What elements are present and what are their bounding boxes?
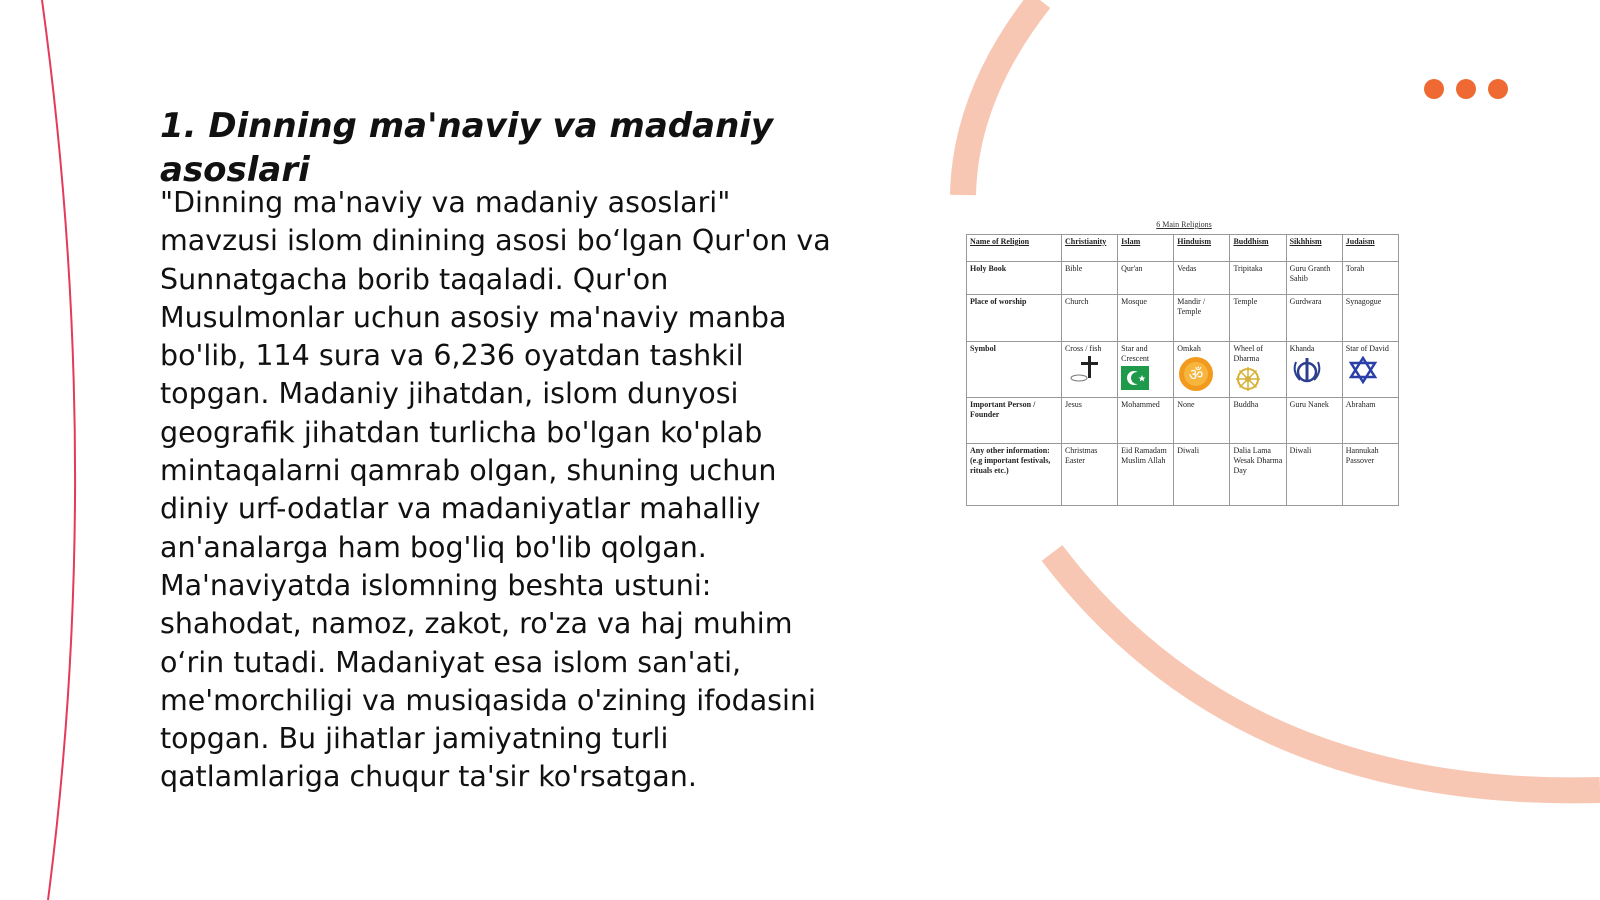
table-cell: Tripitaka <box>1230 262 1286 295</box>
table-cell: Mohammed <box>1118 398 1174 444</box>
table-cell: Vedas <box>1174 262 1230 295</box>
table-cell: Torah <box>1342 262 1398 295</box>
menu-dots <box>1424 79 1508 99</box>
table-cell <box>1230 342 1286 398</box>
table-cell: Diwali <box>1174 444 1230 506</box>
table-cell: Abraham <box>1342 398 1398 444</box>
table-cell: Synagogue <box>1342 295 1398 342</box>
table-cell: Qur'an <box>1118 262 1174 295</box>
dot-icon <box>1488 79 1508 99</box>
om-icon <box>1177 356 1215 392</box>
table-cell <box>1342 342 1398 398</box>
row-label: Important Person / Founder <box>967 398 1062 444</box>
table-cell: Buddha <box>1230 398 1286 444</box>
table-caption: 6 Main Religions <box>1156 220 1212 229</box>
table-cell: Guru Granth Sahib <box>1286 262 1342 295</box>
top-arc <box>963 0 1040 195</box>
cell-text: Star of David <box>1345 344 1389 353</box>
slide-body-text: "Dinning ma'naviy va madaniy asoslari" mavzusi islom dinining asosi bo‘lgan Qur'on va Sunnatgacha borib taqaladi. Qur'on Musulmonlar uchun asosiy ma'naviy manba bo'lib, 114 sura va 6,236 oyatdan tashkil topgan. Madaniy jihatdan, islom dunyosi geografik jihatdan turlicha bo'lgan ko'plab mintaqalarni qamrab olgan, shuning uchun diniy urf-odatlar va madaniyatlar mahalliy an'analarga ham bog'liq bo'lib qolgan. Ma'naviyatda islomning beshta ustuni: shahodat, namoz, zakot, ro'za va haj muhim o‘rin tutadi. Madaniyat esa islom san'ati, me'morchiligi va musiqasida o'zining ifodasini topgan. Bu jihatlar jamiyatning turli qatlamlariga chuqur ta'sir ko'rsatgan. <box>160 186 831 794</box>
table-cell <box>1118 342 1174 398</box>
cell-text: Khanda <box>1289 344 1315 353</box>
table-cell: Temple <box>1230 295 1286 342</box>
table-cell: Hannukah Passover <box>1342 444 1398 506</box>
table-cell <box>1286 342 1342 398</box>
dot-icon <box>1424 79 1444 99</box>
table-cell <box>1061 342 1117 398</box>
khanda-icon <box>1290 356 1324 386</box>
table-cell: Mandir / Temple <box>1174 295 1230 342</box>
row-label: Any other information: (e.g important festivals, rituals etc.) <box>967 444 1062 506</box>
table-row <box>967 342 1399 398</box>
left-curve-line <box>42 0 75 900</box>
row-label: Symbol <box>967 342 1062 398</box>
row-label: Place of worship <box>967 295 1062 342</box>
star-crescent-icon <box>1121 366 1149 390</box>
header-cell: Islam <box>1118 235 1174 262</box>
bottom-arc <box>1052 553 1600 790</box>
table-row <box>967 295 1399 342</box>
table-cell: Church <box>1061 295 1117 342</box>
cell-text: Omkah <box>1177 344 1201 353</box>
table-cell: Guru Nanek <box>1286 398 1342 444</box>
table-cell: Dalia Lama Wesak Dharma Day <box>1230 444 1286 506</box>
religions-table-image <box>966 220 1402 506</box>
table-cell: Christmas Easter <box>1061 444 1117 506</box>
header-cell: Buddhism <box>1230 235 1286 262</box>
header-cell: Name of Religion <box>967 235 1062 262</box>
svg-text:ॐ: ॐ <box>1188 365 1204 384</box>
row-label: Holy Book <box>967 262 1062 295</box>
table-cell: Eid Ramadam Muslim Allah <box>1118 444 1174 506</box>
table-cell: Bible <box>1061 262 1117 295</box>
star-of-david-icon <box>1346 356 1380 384</box>
header-cell: Hinduism <box>1174 235 1230 262</box>
cell-text: Star and Crescent <box>1121 344 1150 363</box>
table-cell: None <box>1174 398 1230 444</box>
cross-icon <box>1065 356 1105 382</box>
dot-icon <box>1456 79 1476 99</box>
cell-text: Wheel of Dharma <box>1233 344 1263 363</box>
table-row <box>967 398 1399 444</box>
table-cell: Gurdwara <box>1286 295 1342 342</box>
header-cell: Sikhhism <box>1286 235 1342 262</box>
table-row <box>967 262 1399 295</box>
table-cell: Mosque <box>1118 295 1174 342</box>
dharma-wheel-icon <box>1233 366 1263 392</box>
table-cell: Jesus <box>1061 398 1117 444</box>
table-header-row <box>967 235 1399 262</box>
cell-text: Cross / fish <box>1064 344 1102 353</box>
slide-title: 1. Dinning ma'naviy va madaniy asoslari <box>160 106 774 190</box>
table-cell: Diwali <box>1286 444 1342 506</box>
table-row <box>967 444 1399 506</box>
table-cell <box>1174 342 1230 398</box>
header-cell: Judaism <box>1342 235 1398 262</box>
religions-table <box>966 234 1399 506</box>
header-cell: Christianity <box>1061 235 1117 262</box>
